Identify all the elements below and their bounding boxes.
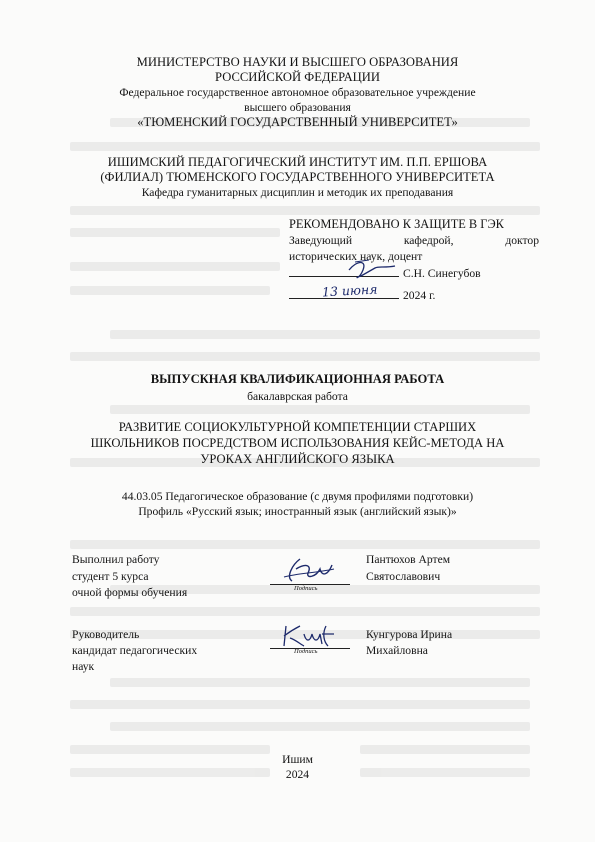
approval-head-name: С.Н. Синегубов — [403, 267, 481, 280]
topic-line-2: ШКОЛЬНИКОВ ПОСРЕДСТВОМ ИСПОЛЬЗОВАНИЯ КЕЙС-МЕТОДА НА — [90, 436, 505, 450]
work-type: ВЫПУСКНАЯ КВАЛИФИКАЦИОННАЯ РАБОТА — [150, 372, 445, 386]
student-signature-caption: Подпись — [294, 585, 318, 592]
branch-line-2: (ФИЛИАЛ) ТЮМЕНСКОГО ГОСУДАРСТВЕННОГО УНИВЕРСИТЕТА — [100, 170, 495, 184]
specialty-profile: Профиль «Русский язык; иностранный язык (английский язык)» — [138, 505, 457, 518]
supervisor-name-1: Кунгурова Ирина — [366, 628, 453, 641]
footer — [0, 752, 595, 782]
supervisor-label-1: Руководитель — [72, 628, 140, 641]
institution-line-1: Федеральное государственное автономное образовательное учреждение — [119, 86, 476, 99]
supervisor-label-3: наук — [72, 660, 95, 673]
student-label-1: Выполнил работу — [72, 553, 160, 566]
work-subtype: бакалаврская работа — [247, 390, 348, 403]
specialty — [0, 489, 595, 519]
approval-head-degree: исторических наук, доцент — [289, 250, 423, 263]
student-label-2: студент 5 курса — [72, 570, 149, 583]
thesis-topic — [0, 419, 595, 467]
branch-header — [0, 155, 595, 185]
institution-line-3: «ТЮМЕНСКИЙ ГОСУДАРСТВЕННЫЙ УНИВЕРСИТЕТ» — [137, 115, 458, 129]
specialty-code: 44.03.05 Педагогическое образование (с двумя профилями подготовки) — [121, 490, 474, 503]
footer-city: Ишим — [282, 753, 313, 766]
branch-line-1: ИШИМСКИЙ ПЕДАГОГИЧЕСКИЙ ИНСТИТУТ ИМ. П.П. ЕРШОВА — [107, 155, 488, 169]
ministry-header — [0, 55, 595, 130]
supervisor-name-2: Михайловна — [366, 644, 428, 657]
approval-head-line: Заведующий кафедрой, доктор — [289, 234, 539, 247]
head-signature — [345, 256, 405, 282]
student-label-3: очной формы обучения — [72, 586, 188, 599]
supervisor-signature-caption: Подпись — [294, 648, 318, 655]
student-signature — [278, 555, 338, 587]
department-name: Кафедра гуманитарных дисциплин и методик их преподавания — [141, 186, 454, 199]
approval-year: 2024 г. — [403, 289, 436, 302]
footer-year: 2024 — [285, 768, 310, 781]
approval-title: РЕКОМЕНДОВАНО К ЗАЩИТЕ В ГЭК — [289, 217, 504, 231]
ministry-line-1: МИНИСТЕРСТВО НАУКИ И ВЫСШЕГО ОБРАЗОВАНИЯ — [136, 55, 459, 69]
topic-line-1: РАЗВИТИЕ СОЦИОКУЛЬТУРНОЙ КОМПЕТЕНЦИИ СТАРШИХ — [118, 420, 477, 434]
supervisor-label-2: кандидат педагогических — [72, 644, 198, 657]
ministry-line-2: РОССИЙСКОЙ ФЕДЕРАЦИИ — [215, 70, 380, 84]
approval-handwritten-date: 13 июня — [321, 281, 378, 300]
topic-line-3: УРОКАХ АНГЛИЙСКОГО ЯЗЫКА — [200, 452, 395, 466]
student-name-2: Святославович — [366, 570, 441, 583]
student-name-1: Пантюхов Артем — [366, 553, 451, 566]
institution-line-2: высшего образования — [244, 101, 351, 114]
